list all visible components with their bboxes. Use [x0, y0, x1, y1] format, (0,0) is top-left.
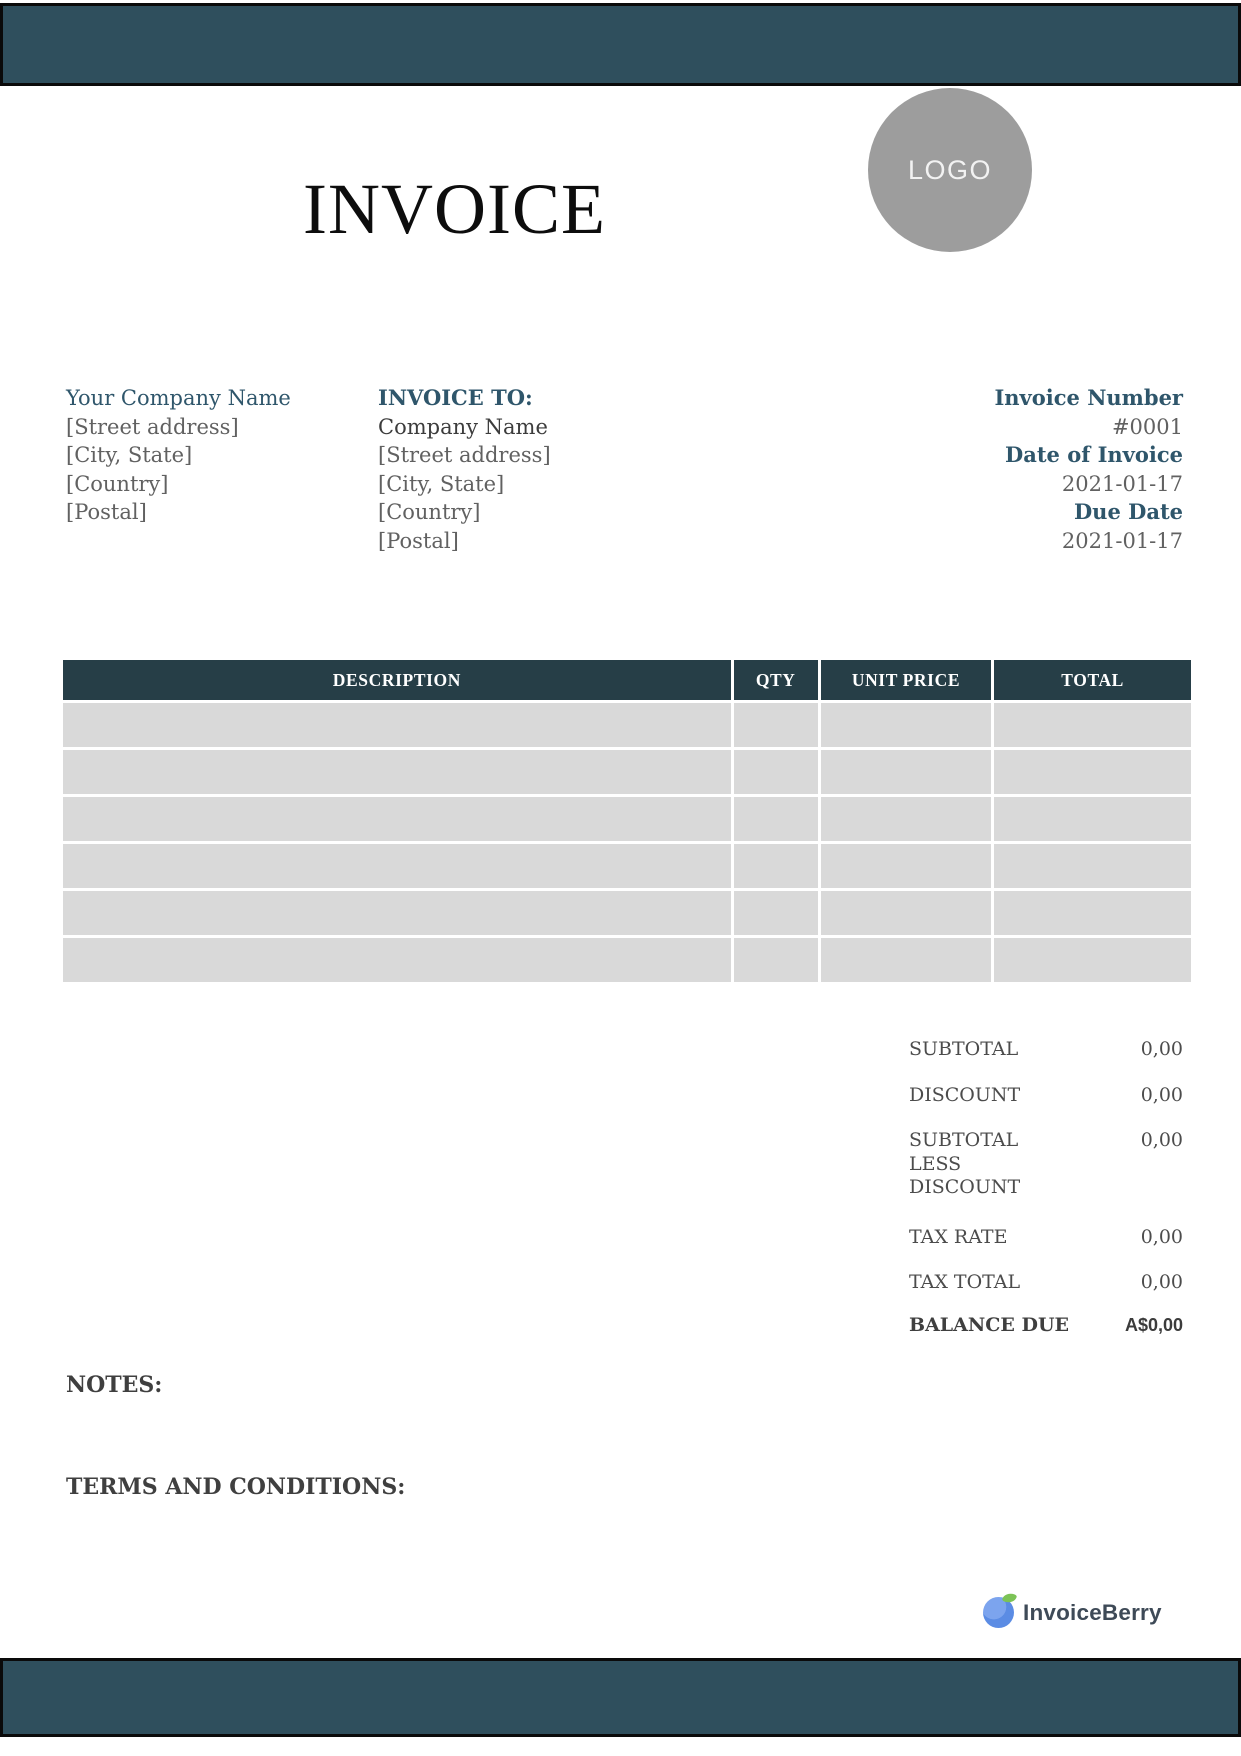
subtotal-label: SUBTOTAL — [909, 1038, 1019, 1060]
invoice-to-block — [378, 384, 678, 555]
invoice-number-value: #0001 — [1111, 414, 1183, 439]
invoice-number-label: Invoice Number — [994, 385, 1183, 410]
invoice-date-label: Date of Invoice — [1005, 442, 1183, 467]
company-postal: [Postal] — [66, 500, 147, 524]
company-name: Your Company Name — [66, 386, 291, 410]
client-company-name: Company Name — [378, 414, 548, 439]
column-header-unit-price: UNIT PRICE — [818, 660, 992, 700]
table-cell — [731, 891, 818, 935]
terms-label: TERMS AND CONDITIONS: — [66, 1474, 406, 1500]
line-items-table — [63, 660, 1191, 982]
table-row — [63, 797, 1191, 841]
client-postal: [Postal] — [378, 528, 459, 553]
table-row — [63, 844, 1191, 888]
table-cell — [991, 703, 1191, 747]
berry-icon — [983, 1597, 1014, 1628]
table-cell — [63, 938, 731, 982]
notes-label: NOTES: — [66, 1372, 163, 1398]
client-street: [Street address] — [378, 443, 551, 467]
top-accent-bar — [0, 3, 1241, 86]
document-title: INVOICE — [303, 169, 606, 249]
invoiceberry-brand — [983, 1597, 1162, 1628]
table-cell — [818, 844, 992, 888]
table-cell — [991, 938, 1191, 982]
table-cell — [63, 797, 731, 841]
table-cell — [991, 797, 1191, 841]
table-row — [63, 891, 1191, 935]
table-cell — [818, 797, 992, 841]
subtotal-less-discount-row — [909, 1129, 1183, 1200]
items-table-body — [63, 703, 1191, 982]
brand-name: InvoiceBerry — [1023, 1599, 1162, 1625]
tax-total-value: 0,00 — [1140, 1271, 1183, 1293]
discount-row — [909, 1084, 1183, 1108]
table-cell — [731, 703, 818, 747]
tax-rate-label: TAX RATE — [909, 1226, 1008, 1248]
subtotal-less-discount-value: 0,00 — [1140, 1129, 1183, 1151]
table-row — [63, 703, 1191, 747]
client-city-state: [City, State] — [378, 471, 505, 496]
invoice-to-heading: INVOICE TO: — [378, 385, 533, 410]
due-date-value: 2021-01-17 — [1061, 528, 1183, 553]
column-header-total: TOTAL — [991, 660, 1191, 700]
company-street: [Street address] — [66, 414, 239, 439]
subtotal-row — [909, 1038, 1183, 1062]
balance-due-label: BALANCE DUE — [909, 1314, 1070, 1336]
table-cell — [818, 750, 992, 794]
table-row — [63, 750, 1191, 794]
table-cell — [63, 891, 731, 935]
table-cell — [731, 750, 818, 794]
table-cell — [731, 797, 818, 841]
company-info-block — [66, 384, 366, 527]
table-cell — [818, 891, 992, 935]
table-cell — [991, 750, 1191, 794]
discount-value: 0,00 — [1140, 1084, 1183, 1106]
table-header-row — [63, 660, 1191, 700]
logo-placeholder-text: LOGO — [907, 154, 993, 185]
tax-total-row — [909, 1271, 1183, 1295]
table-cell — [63, 750, 731, 794]
table-row — [63, 938, 1191, 982]
table-cell — [731, 938, 818, 982]
invoice-date-value: 2021-01-17 — [1061, 471, 1183, 496]
subtotal-value: 0,00 — [1140, 1038, 1183, 1060]
table-cell — [818, 938, 992, 982]
due-date-label: Due Date — [1073, 499, 1183, 524]
balance-due-value: A$0,00 — [1124, 1315, 1183, 1335]
tax-rate-row — [909, 1226, 1183, 1250]
tax-total-label: TAX TOTAL — [909, 1271, 1021, 1293]
table-cell — [818, 703, 992, 747]
balance-due-row — [909, 1314, 1183, 1338]
invoice-meta-block — [863, 384, 1183, 555]
company-city-state: [City, State] — [66, 443, 193, 467]
table-cell — [63, 844, 731, 888]
column-header-description: DESCRIPTION — [332, 669, 461, 690]
bottom-accent-bar — [0, 1658, 1241, 1737]
tax-rate-value: 0,00 — [1140, 1226, 1183, 1248]
table-cell — [991, 891, 1191, 935]
subtotal-less-discount-label: SUBTOTAL LESS DISCOUNT — [909, 1129, 1021, 1198]
column-header-qty: QTY — [731, 660, 818, 700]
table-cell — [731, 844, 818, 888]
client-country: [Country] — [378, 500, 481, 524]
logo-placeholder — [868, 88, 1032, 252]
company-country: [Country] — [66, 471, 169, 496]
table-cell — [991, 844, 1191, 888]
table-cell — [63, 703, 731, 747]
discount-label: DISCOUNT — [909, 1084, 1021, 1106]
leaf-icon — [1002, 1591, 1017, 1605]
